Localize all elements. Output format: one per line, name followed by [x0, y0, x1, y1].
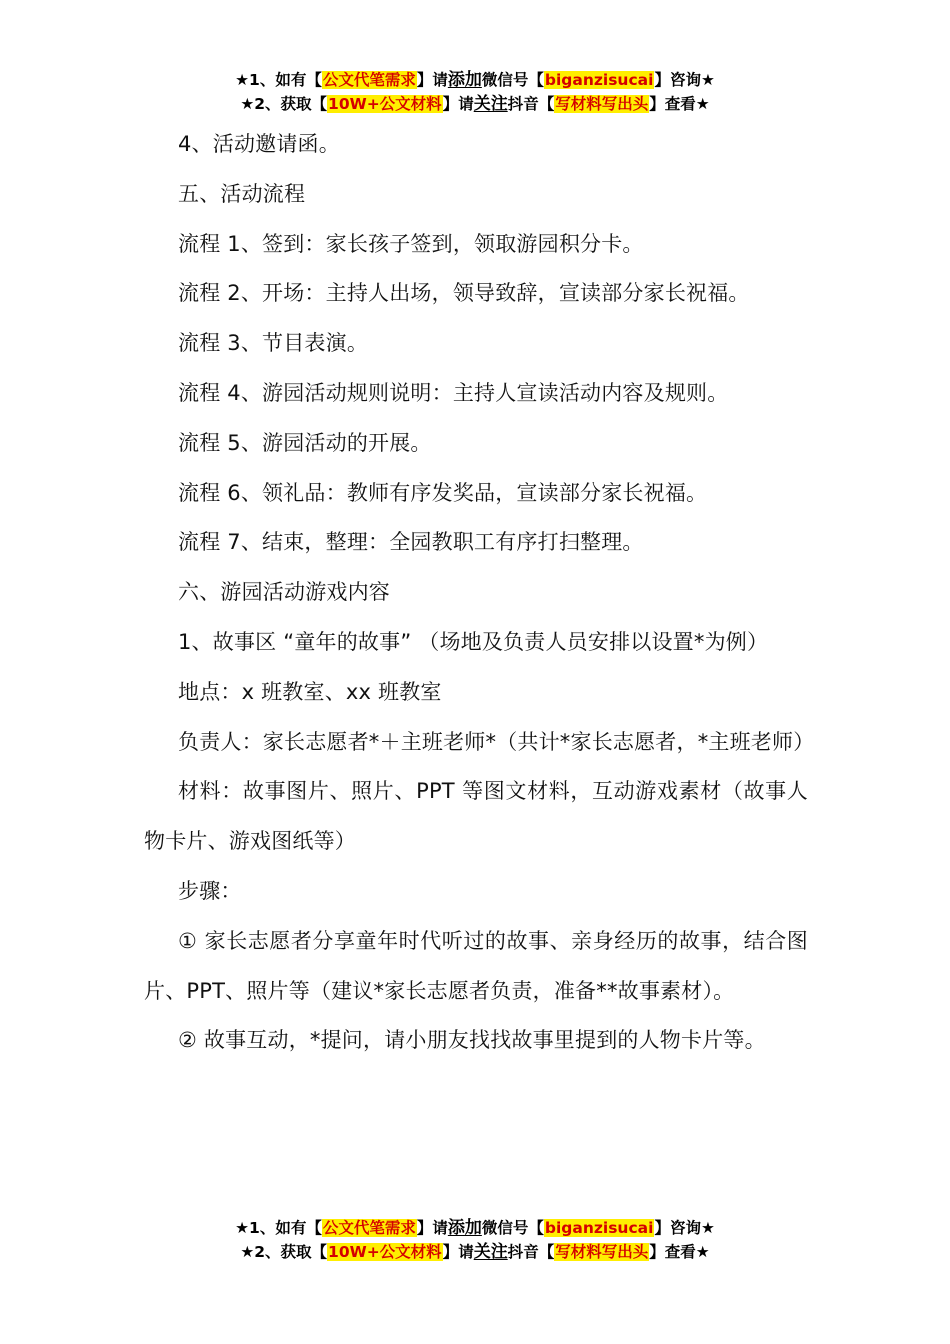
- footer-banner: [0, 1216, 950, 1264]
- banner-text: 】请: [416, 71, 448, 89]
- banner-text: 】请: [442, 1243, 474, 1261]
- banner-text: 】咨询★: [654, 1219, 715, 1237]
- paragraph: 1、故事区 “童年的故事” （场地及负责人员安排以设置*为例）: [178, 629, 769, 654]
- highlight-materials: 10W+公文材料: [328, 95, 442, 113]
- paragraph: 流程 7、结束，整理：全园教职工有序打扫整理。: [178, 530, 644, 555]
- banner-text: 抖音【: [507, 1243, 555, 1261]
- section-heading: 五、活动流程: [178, 181, 306, 206]
- highlight-wechat-id: biganzisucai: [544, 71, 654, 89]
- banner-emphasis: 添加: [447, 70, 482, 90]
- banner-line-1: [0, 1216, 950, 1240]
- banner-text: ★1、如有【: [235, 71, 322, 89]
- highlight-douyin-account: 写材料写出头: [555, 1243, 649, 1261]
- header-banner: [0, 68, 950, 116]
- paragraph: 负责人：家长志愿者*＋主班老师*（共计*家长志愿者，*主班老师）: [178, 729, 815, 754]
- banner-emphasis: 关注: [473, 94, 508, 114]
- paragraph: 流程 3、节目表演。: [178, 331, 369, 356]
- paragraph: 材料：故事图片、照片、PPT 等图文材料，互动游戏素材（故事人物卡片、游戏图纸等）: [144, 779, 808, 854]
- paragraph: 地点：x 班教室、xx 班教室: [178, 679, 442, 704]
- highlight-materials: 10W+公文材料: [328, 1243, 442, 1261]
- banner-emphasis: 添加: [447, 1218, 482, 1238]
- paragraph: 流程 5、游园活动的开展。: [178, 430, 432, 455]
- banner-line-2: [0, 1240, 950, 1264]
- banner-text: 】咨询★: [654, 71, 715, 89]
- highlight-wechat-id: biganzisucai: [544, 1219, 654, 1237]
- paragraph: 流程 4、游园活动规则说明：主持人宣读活动内容及规则。: [178, 380, 729, 405]
- paragraph: 4、活动邀请函。: [178, 132, 340, 156]
- banner-text: 】查看★: [649, 1243, 710, 1261]
- paragraph: ① 家长志愿者分享童年时代听过的故事、亲身经历的故事，结合图片、PPT、照片等（建议*家长志愿者负责，准备**故事素材）。: [144, 928, 808, 1003]
- banner-text: 】请: [442, 95, 474, 113]
- paragraph: 步骤：: [178, 878, 242, 903]
- banner-emphasis: 关注: [473, 1242, 508, 1262]
- banner-text: ★2、获取【: [240, 95, 328, 113]
- banner-text: ★1、如有【: [235, 1219, 322, 1237]
- highlight-service: 公文代笔需求: [322, 71, 416, 89]
- document-body: [144, 120, 815, 1066]
- highlight-douyin-account: 写材料写出头: [555, 95, 649, 113]
- banner-text: 】请: [416, 1219, 448, 1237]
- highlight-service: 公文代笔需求: [322, 1219, 416, 1237]
- banner-line-1: [0, 68, 950, 92]
- banner-text: 微信号【: [481, 1219, 544, 1237]
- paragraph: ② 故事互动，*提问，请小朋友找找故事里提到的人物卡片等。: [178, 1028, 766, 1053]
- paragraph: 流程 1、签到：家长孩子签到，领取游园积分卡。: [178, 231, 644, 256]
- section-heading: 六、游园活动游戏内容: [178, 580, 390, 605]
- banner-text: 微信号【: [481, 71, 544, 89]
- paragraph: 流程 6、领礼品：教师有序发奖品，宣读部分家长祝福。: [178, 480, 708, 505]
- banner-line-2: [0, 92, 950, 116]
- banner-text: 抖音【: [507, 95, 555, 113]
- banner-text: 】查看★: [649, 95, 710, 113]
- banner-text: ★2、获取【: [240, 1243, 328, 1261]
- paragraph: 流程 2、开场：主持人出场，领导致辞，宣读部分家长祝福。: [178, 281, 750, 306]
